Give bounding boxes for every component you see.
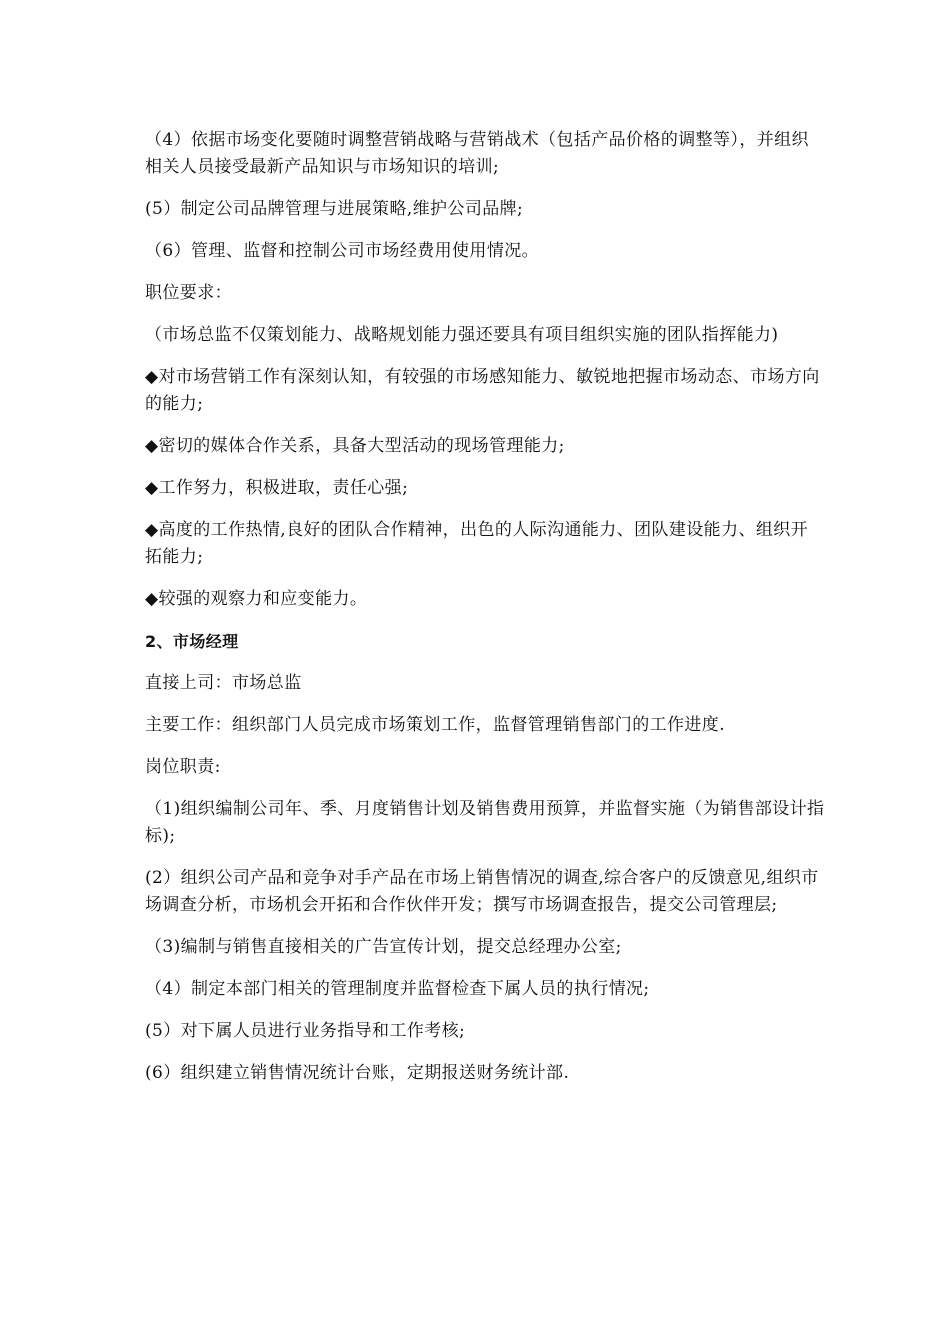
paragraph-16: （3)编制与销售直接相关的广告宣传计划，提交总经理办公室; [145,937,622,957]
paragraph-2: （6）管理、监督和控制公司市场经费用使用情况。 [145,241,540,261]
paragraph-0: （4）依据市场变化要随时调整营销战略与营销战术（包括产品价格的调整等），并组织相关人员接受最新产品知识与市场知识的培训; [145,130,809,177]
paragraph-6: ◆密切的媒体合作关系，具备大型活动的现场管理能力; [145,436,565,456]
paragraph-1: (5）制定公司品牌管理与进展策略,维护公司品牌; [145,199,524,219]
paragraph-3: 职位要求： [145,283,232,303]
paragraph-9: ◆较强的观察力和应变能力。 [145,589,368,609]
paragraph-7: ◆工作努力，积极进取，责任心强; [145,478,409,498]
paragraph-17: （4）制定本部门相关的管理制度并监督检查下属人员的执行情况; [145,979,650,999]
paragraph-4: （市场总监不仅策划能力、战略规划能力强还要具有项目组织实施的团队指挥能力) [145,325,779,345]
paragraph-18: (5）对下属人员进行业务指导和工作考核; [145,1021,466,1041]
paragraph-13: 岗位职责: [145,757,221,777]
paragraph-19: (6）组织建立销售情况统计台账，定期报送财务统计部. [145,1063,570,1083]
section-heading: 2、市场经理 [145,632,239,651]
paragraph-8: ◆高度的工作热情,良好的团队合作精神，出色的人际沟通能力、团队建设能力、组织开拓能力; [145,520,809,567]
paragraph-14: （1)组织编制公司年、季、月度销售计划及销售费用预算，并监督实施（为销售部设计指标); [145,799,825,846]
paragraph-15: (2）组织公司产品和竞争对手产品在市场上销售情况的调查,综合客户的反馈意见,组织市场调查分析，市场机会开拓和合作伙伴开发；撰写市场调查报告，提交公司管理层; [145,868,819,915]
paragraph-5: ◆对市场营销工作有深刻认知，有较强的市场感知能力、敏锐地把握市场动态、市场方向的能力; [145,367,820,414]
document-body [145,127,825,1102]
paragraph-11: 直接上司：市场总监 [145,673,302,693]
paragraph-12: 主要工作：组织部门人员完成市场策划工作，监督管理销售部门的工作进度. [145,715,726,735]
